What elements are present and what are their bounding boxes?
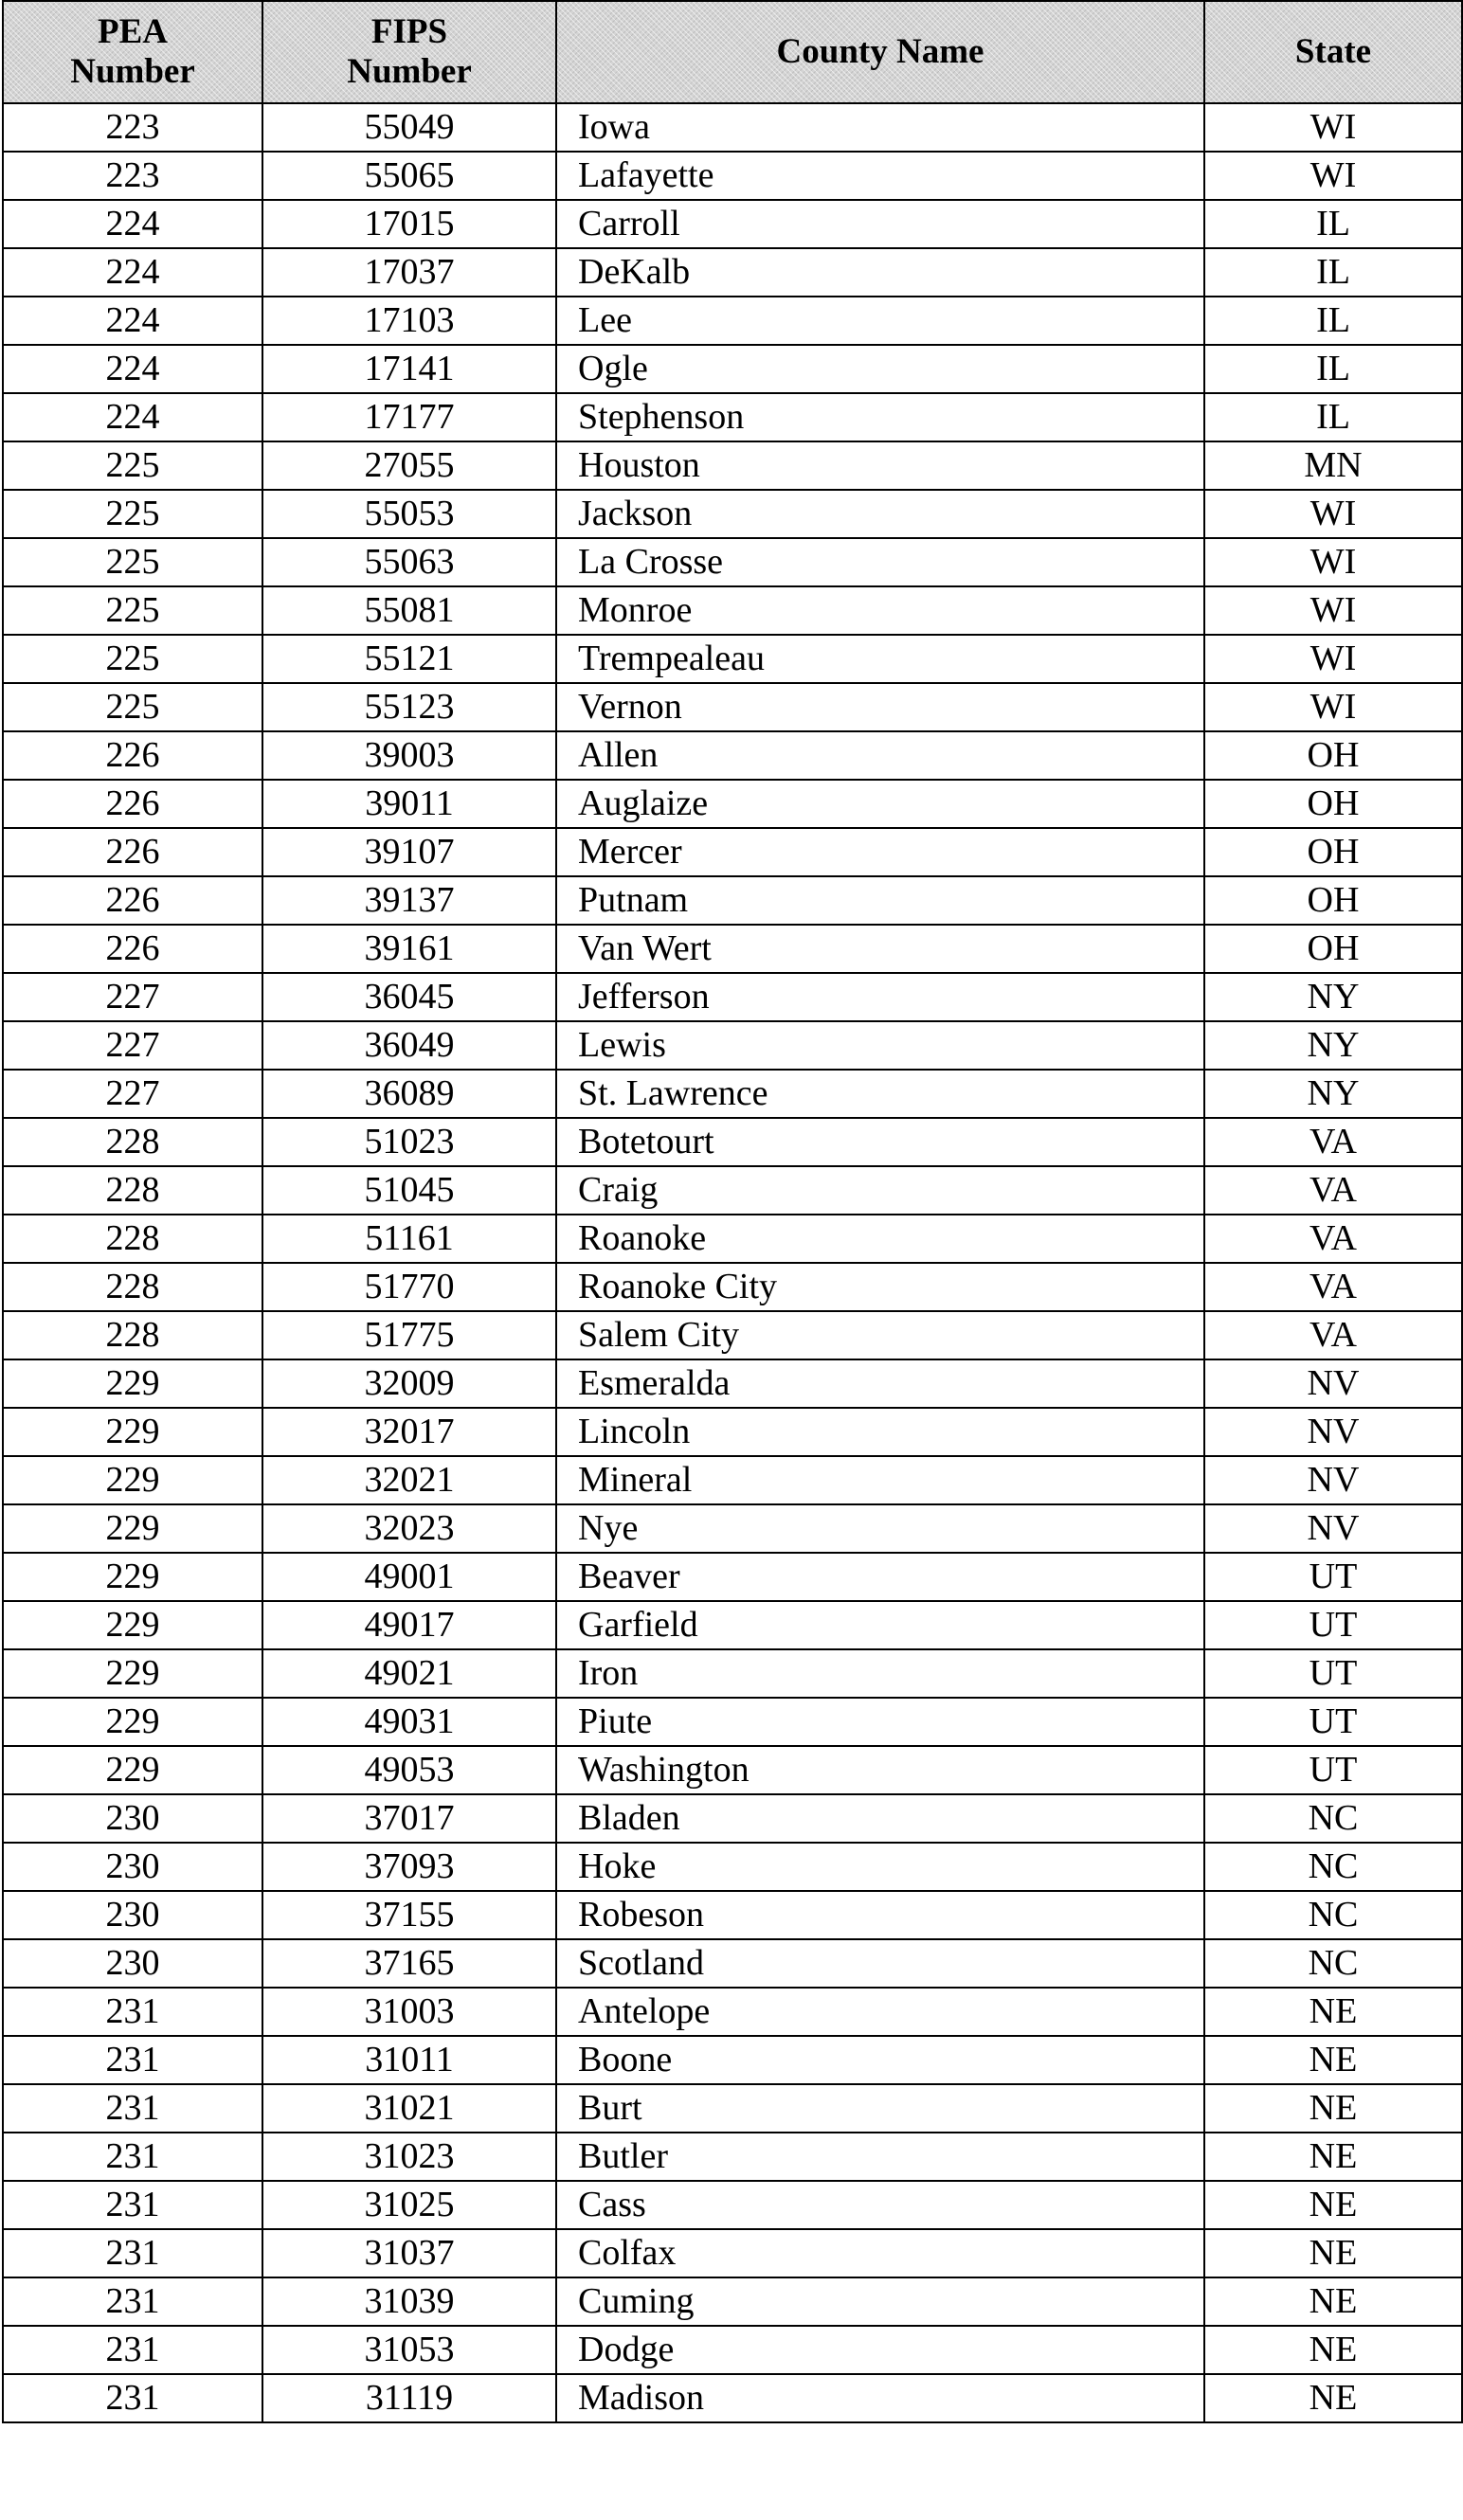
fips-number-cell: 31021 xyxy=(262,2084,556,2133)
county-name-cell: Washington xyxy=(556,1746,1204,1794)
state-cell: UT xyxy=(1204,1553,1462,1601)
table-row xyxy=(3,1649,1462,1698)
county-name-cell: Putnam xyxy=(556,876,1204,925)
county-name-cell: Garfield xyxy=(556,1601,1204,1649)
pea-number-cell: 228 xyxy=(3,1263,262,1311)
county-name-cell: Jefferson xyxy=(556,973,1204,1021)
county-name-cell: Ogle xyxy=(556,345,1204,393)
state-cell: NY xyxy=(1204,1070,1462,1118)
table-row xyxy=(3,1988,1462,2036)
table-row xyxy=(3,2277,1462,2326)
header-pea-number xyxy=(3,1,262,103)
fips-number-cell: 55065 xyxy=(262,152,556,200)
state-cell: VA xyxy=(1204,1118,1462,1166)
table-row xyxy=(3,1359,1462,1408)
fips-number-cell: 49001 xyxy=(262,1553,556,1601)
header-state: State xyxy=(1204,1,1462,103)
fips-number-cell: 36045 xyxy=(262,973,556,1021)
table-row xyxy=(3,393,1462,441)
fips-number-cell: 32009 xyxy=(262,1359,556,1408)
state-cell: MN xyxy=(1204,441,1462,490)
fips-number-cell: 39161 xyxy=(262,925,556,973)
county-name-cell: Antelope xyxy=(556,1988,1204,2036)
county-name-cell: Nye xyxy=(556,1504,1204,1553)
fips-number-cell: 49021 xyxy=(262,1649,556,1698)
state-cell: IL xyxy=(1204,345,1462,393)
fips-number-cell: 31119 xyxy=(262,2374,556,2422)
county-name-cell: Mercer xyxy=(556,828,1204,876)
fips-number-cell: 17177 xyxy=(262,393,556,441)
pea-number-cell: 229 xyxy=(3,1601,262,1649)
state-cell: IL xyxy=(1204,248,1462,297)
county-name-cell: Vernon xyxy=(556,683,1204,731)
fips-number-cell: 49017 xyxy=(262,1601,556,1649)
fips-number-cell: 32023 xyxy=(262,1504,556,1553)
state-cell: WI xyxy=(1204,586,1462,635)
table-row xyxy=(3,2374,1462,2422)
fips-number-cell: 55053 xyxy=(262,490,556,538)
pea-number-cell: 229 xyxy=(3,1698,262,1746)
state-cell: WI xyxy=(1204,490,1462,538)
table-row xyxy=(3,1553,1462,1601)
state-cell: NY xyxy=(1204,1021,1462,1070)
fips-number-cell: 31039 xyxy=(262,2277,556,2326)
pea-number-cell: 231 xyxy=(3,2036,262,2084)
state-cell: NC xyxy=(1204,1891,1462,1939)
county-name-cell: Trempealeau xyxy=(556,635,1204,683)
state-cell: NE xyxy=(1204,2374,1462,2422)
county-name-cell: Esmeralda xyxy=(556,1359,1204,1408)
state-cell: WI xyxy=(1204,635,1462,683)
county-name-cell: Lewis xyxy=(556,1021,1204,1070)
pea-number-cell: 228 xyxy=(3,1118,262,1166)
pea-number-cell: 231 xyxy=(3,2084,262,2133)
fips-number-cell: 17141 xyxy=(262,345,556,393)
county-name-cell: Dodge xyxy=(556,2326,1204,2374)
fips-number-cell: 37155 xyxy=(262,1891,556,1939)
state-cell: NC xyxy=(1204,1939,1462,1988)
table-row xyxy=(3,1698,1462,1746)
pea-number-cell: 229 xyxy=(3,1456,262,1504)
pea-number-cell: 231 xyxy=(3,2229,262,2277)
county-name-cell: Scotland xyxy=(556,1939,1204,1988)
header-row xyxy=(3,1,1462,103)
state-cell: NY xyxy=(1204,973,1462,1021)
fips-number-cell: 31003 xyxy=(262,1988,556,2036)
table-row xyxy=(3,925,1462,973)
state-cell: VA xyxy=(1204,1166,1462,1215)
county-name-cell: Auglaize xyxy=(556,780,1204,828)
fips-number-cell: 51023 xyxy=(262,1118,556,1166)
fips-number-cell: 37093 xyxy=(262,1843,556,1891)
state-cell: OH xyxy=(1204,731,1462,780)
pea-number-cell: 226 xyxy=(3,876,262,925)
table-row xyxy=(3,1166,1462,1215)
table-row xyxy=(3,248,1462,297)
county-name-cell: Iron xyxy=(556,1649,1204,1698)
pea-number-cell: 226 xyxy=(3,925,262,973)
fips-number-cell: 39137 xyxy=(262,876,556,925)
county-name-cell: Van Wert xyxy=(556,925,1204,973)
table-body xyxy=(3,103,1462,2422)
fips-number-cell: 49031 xyxy=(262,1698,556,1746)
state-cell: NC xyxy=(1204,1843,1462,1891)
fips-number-cell: 55049 xyxy=(262,103,556,152)
fips-number-cell: 51045 xyxy=(262,1166,556,1215)
county-name-cell: Roanoke City xyxy=(556,1263,1204,1311)
pea-number-cell: 224 xyxy=(3,345,262,393)
county-name-cell: Madison xyxy=(556,2374,1204,2422)
fips-number-cell: 17037 xyxy=(262,248,556,297)
pea-number-cell: 225 xyxy=(3,538,262,586)
header-county-name: County Name xyxy=(556,1,1204,103)
header-fips-line2: Number xyxy=(347,52,472,91)
fips-number-cell: 27055 xyxy=(262,441,556,490)
fips-number-cell: 55121 xyxy=(262,635,556,683)
table-row xyxy=(3,1939,1462,1988)
table-row xyxy=(3,780,1462,828)
fips-number-cell: 31011 xyxy=(262,2036,556,2084)
table-row xyxy=(3,2084,1462,2133)
pea-number-cell: 225 xyxy=(3,635,262,683)
pea-number-cell: 231 xyxy=(3,1988,262,2036)
state-cell: WI xyxy=(1204,538,1462,586)
table-row xyxy=(3,683,1462,731)
pea-number-cell: 231 xyxy=(3,2133,262,2181)
header-fips-number xyxy=(262,1,556,103)
state-cell: UT xyxy=(1204,1698,1462,1746)
county-name-cell: Boone xyxy=(556,2036,1204,2084)
fips-number-cell: 17015 xyxy=(262,200,556,248)
county-name-cell: St. Lawrence xyxy=(556,1070,1204,1118)
pea-number-cell: 225 xyxy=(3,683,262,731)
state-cell: NV xyxy=(1204,1456,1462,1504)
table-row xyxy=(3,1021,1462,1070)
state-cell: NE xyxy=(1204,2181,1462,2229)
table-row xyxy=(3,586,1462,635)
pea-number-cell: 227 xyxy=(3,1070,262,1118)
table-row xyxy=(3,1456,1462,1504)
state-cell: NE xyxy=(1204,2326,1462,2374)
state-cell: NV xyxy=(1204,1359,1462,1408)
state-cell: NE xyxy=(1204,2084,1462,2133)
pea-number-cell: 224 xyxy=(3,200,262,248)
county-name-cell: Cuming xyxy=(556,2277,1204,2326)
fips-number-cell: 39003 xyxy=(262,731,556,780)
fips-number-cell: 36089 xyxy=(262,1070,556,1118)
state-cell: WI xyxy=(1204,152,1462,200)
pea-number-cell: 228 xyxy=(3,1215,262,1263)
state-cell: NC xyxy=(1204,1794,1462,1843)
pea-number-cell: 229 xyxy=(3,1359,262,1408)
table-row xyxy=(3,490,1462,538)
fips-number-cell: 31025 xyxy=(262,2181,556,2229)
table-row xyxy=(3,538,1462,586)
county-name-cell: Stephenson xyxy=(556,393,1204,441)
state-cell: VA xyxy=(1204,1215,1462,1263)
table-row xyxy=(3,2181,1462,2229)
fips-number-cell: 51775 xyxy=(262,1311,556,1359)
pea-number-cell: 227 xyxy=(3,973,262,1021)
table-row xyxy=(3,731,1462,780)
county-name-cell: Iowa xyxy=(556,103,1204,152)
pea-number-cell: 231 xyxy=(3,2374,262,2422)
fips-number-cell: 39011 xyxy=(262,780,556,828)
county-name-cell: Bladen xyxy=(556,1794,1204,1843)
state-cell: WI xyxy=(1204,103,1462,152)
pea-number-cell: 225 xyxy=(3,586,262,635)
table-row xyxy=(3,1601,1462,1649)
fips-number-cell: 36049 xyxy=(262,1021,556,1070)
pea-number-cell: 229 xyxy=(3,1504,262,1553)
pea-number-cell: 231 xyxy=(3,2277,262,2326)
county-table xyxy=(2,0,1463,2423)
table-row xyxy=(3,876,1462,925)
state-cell: UT xyxy=(1204,1601,1462,1649)
table-row xyxy=(3,1891,1462,1939)
table-row xyxy=(3,1504,1462,1553)
pea-number-cell: 226 xyxy=(3,731,262,780)
pea-number-cell: 226 xyxy=(3,828,262,876)
pea-number-cell: 230 xyxy=(3,1794,262,1843)
table-row xyxy=(3,152,1462,200)
table-row xyxy=(3,103,1462,152)
county-name-cell: Hoke xyxy=(556,1843,1204,1891)
pea-number-cell: 226 xyxy=(3,780,262,828)
pea-number-cell: 223 xyxy=(3,152,262,200)
state-cell: OH xyxy=(1204,925,1462,973)
table-row xyxy=(3,1311,1462,1359)
fips-number-cell: 17103 xyxy=(262,297,556,345)
table-header xyxy=(3,1,1462,103)
fips-number-cell: 31023 xyxy=(262,2133,556,2181)
county-name-cell: Craig xyxy=(556,1166,1204,1215)
county-name-cell: Salem City xyxy=(556,1311,1204,1359)
table-row xyxy=(3,1070,1462,1118)
table-row xyxy=(3,1746,1462,1794)
state-cell: WI xyxy=(1204,683,1462,731)
fips-number-cell: 39107 xyxy=(262,828,556,876)
table-row xyxy=(3,1408,1462,1456)
county-name-cell: Botetourt xyxy=(556,1118,1204,1166)
header-pea-line2: Number xyxy=(70,52,195,91)
table-row xyxy=(3,2326,1462,2374)
table-row xyxy=(3,1843,1462,1891)
pea-number-cell: 223 xyxy=(3,103,262,152)
pea-number-cell: 231 xyxy=(3,2181,262,2229)
state-cell: NE xyxy=(1204,2036,1462,2084)
fips-number-cell: 32021 xyxy=(262,1456,556,1504)
county-name-cell: Piute xyxy=(556,1698,1204,1746)
pea-number-cell: 224 xyxy=(3,248,262,297)
fips-number-cell: 32017 xyxy=(262,1408,556,1456)
state-cell: UT xyxy=(1204,1746,1462,1794)
state-cell: IL xyxy=(1204,297,1462,345)
county-name-cell: La Crosse xyxy=(556,538,1204,586)
county-name-cell: Mineral xyxy=(556,1456,1204,1504)
state-cell: UT xyxy=(1204,1649,1462,1698)
fips-number-cell: 37017 xyxy=(262,1794,556,1843)
fips-number-cell: 55063 xyxy=(262,538,556,586)
county-name-cell: Colfax xyxy=(556,2229,1204,2277)
state-cell: IL xyxy=(1204,393,1462,441)
fips-number-cell: 31037 xyxy=(262,2229,556,2277)
county-name-cell: Roanoke xyxy=(556,1215,1204,1263)
fips-number-cell: 37165 xyxy=(262,1939,556,1988)
fips-number-cell: 31053 xyxy=(262,2326,556,2374)
header-pea-line1: PEA xyxy=(98,12,168,51)
fips-number-cell: 51161 xyxy=(262,1215,556,1263)
pea-number-cell: 231 xyxy=(3,2326,262,2374)
table-row xyxy=(3,345,1462,393)
table-row xyxy=(3,635,1462,683)
pea-number-cell: 225 xyxy=(3,490,262,538)
county-name-cell: Lafayette xyxy=(556,152,1204,200)
county-name-cell: Houston xyxy=(556,441,1204,490)
state-cell: OH xyxy=(1204,876,1462,925)
pea-number-cell: 228 xyxy=(3,1311,262,1359)
pea-number-cell: 229 xyxy=(3,1746,262,1794)
county-name-cell: Robeson xyxy=(556,1891,1204,1939)
pea-number-cell: 229 xyxy=(3,1408,262,1456)
table-row xyxy=(3,1118,1462,1166)
fips-number-cell: 55081 xyxy=(262,586,556,635)
table-row xyxy=(3,2133,1462,2181)
table-row xyxy=(3,2036,1462,2084)
county-name-cell: Beaver xyxy=(556,1553,1204,1601)
county-name-cell: Cass xyxy=(556,2181,1204,2229)
state-cell: IL xyxy=(1204,200,1462,248)
table-row xyxy=(3,441,1462,490)
state-cell: VA xyxy=(1204,1311,1462,1359)
table-row xyxy=(3,1215,1462,1263)
table-row xyxy=(3,1794,1462,1843)
fips-number-cell: 51770 xyxy=(262,1263,556,1311)
county-name-cell: Monroe xyxy=(556,586,1204,635)
pea-number-cell: 230 xyxy=(3,1843,262,1891)
table-row xyxy=(3,200,1462,248)
county-name-cell: Lincoln xyxy=(556,1408,1204,1456)
pea-number-cell: 230 xyxy=(3,1891,262,1939)
county-name-cell: Lee xyxy=(556,297,1204,345)
pea-number-cell: 224 xyxy=(3,297,262,345)
county-name-cell: DeKalb xyxy=(556,248,1204,297)
header-fips-line1: FIPS xyxy=(370,12,448,51)
county-name-cell: Burt xyxy=(556,2084,1204,2133)
fips-number-cell: 55123 xyxy=(262,683,556,731)
table-row xyxy=(3,2229,1462,2277)
pea-number-cell: 228 xyxy=(3,1166,262,1215)
pea-number-cell: 229 xyxy=(3,1649,262,1698)
state-cell: VA xyxy=(1204,1263,1462,1311)
county-name-cell: Carroll xyxy=(556,200,1204,248)
state-cell: NE xyxy=(1204,2229,1462,2277)
state-cell: OH xyxy=(1204,828,1462,876)
fips-number-cell: 49053 xyxy=(262,1746,556,1794)
state-cell: NE xyxy=(1204,2133,1462,2181)
state-cell: NV xyxy=(1204,1504,1462,1553)
pea-number-cell: 227 xyxy=(3,1021,262,1070)
table-row xyxy=(3,297,1462,345)
table-row xyxy=(3,1263,1462,1311)
county-name-cell: Allen xyxy=(556,731,1204,780)
pea-number-cell: 224 xyxy=(3,393,262,441)
pea-number-cell: 230 xyxy=(3,1939,262,1988)
table-row xyxy=(3,973,1462,1021)
county-name-cell: Jackson xyxy=(556,490,1204,538)
pea-number-cell: 225 xyxy=(3,441,262,490)
state-cell: NV xyxy=(1204,1408,1462,1456)
state-cell: NE xyxy=(1204,2277,1462,2326)
state-cell: OH xyxy=(1204,780,1462,828)
state-cell: NE xyxy=(1204,1988,1462,2036)
pea-number-cell: 229 xyxy=(3,1553,262,1601)
county-name-cell: Butler xyxy=(556,2133,1204,2181)
table-row xyxy=(3,828,1462,876)
